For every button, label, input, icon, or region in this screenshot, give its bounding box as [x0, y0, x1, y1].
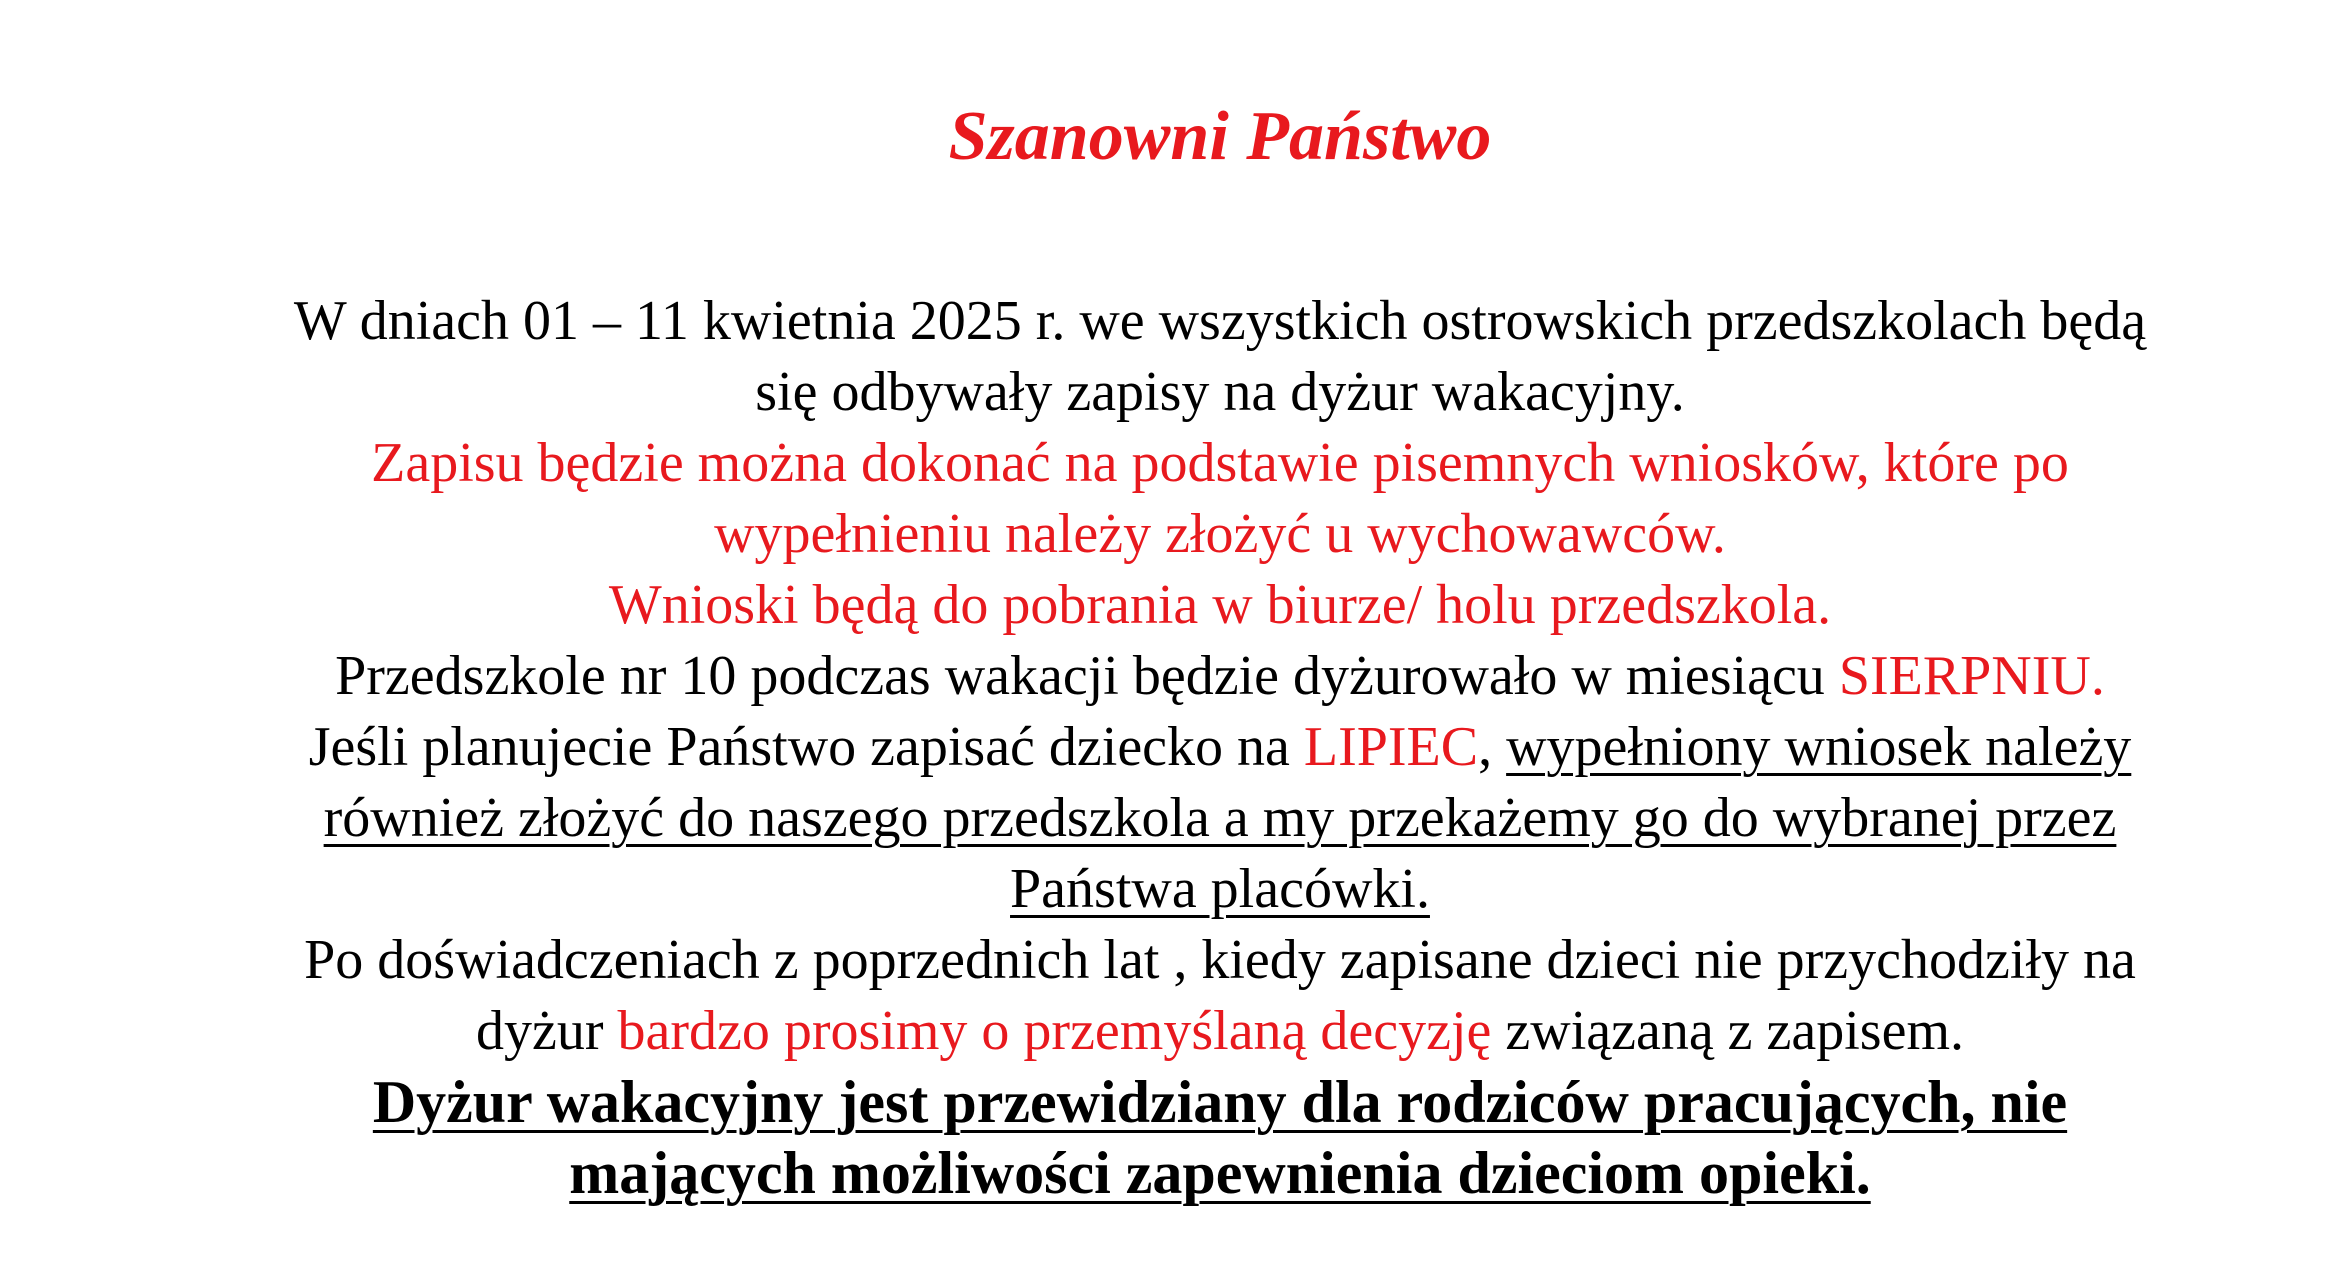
notice-line-3: Zapisu będzie można dokonać na podstawie pisemnych wniosków, które po	[371, 432, 2069, 494]
notice-line-8	[150, 783, 2290, 854]
notice-line-13	[150, 1138, 2290, 1209]
notice-line-2: się odbywały zapisy na dyżur wakacyjny.	[755, 361, 1685, 423]
notice-line-4: wypełnieniu należy złożyć u wychowawców.	[714, 503, 1726, 565]
notice-line-7-text: Jeśli planujecie Państwo zapisać dziecko na	[308, 716, 1304, 778]
notice-line-13-underlined: mających możliwości zapewnienia dzieciom opieki.	[569, 1140, 1871, 1206]
notice-line-6-text: Przedszkole nr 10 podczas wakacji będzie dyżurowało w miesiącu	[335, 645, 1839, 707]
notice-line-10: Po doświadczeniach z poprzednich lat , kiedy zapisane dzieci nie przychodziły na	[304, 929, 2136, 991]
notice-line-11-end: związaną z zapisem.	[1491, 1000, 1964, 1062]
notice-line-11-text: dyżur	[475, 1000, 618, 1062]
notice-line-1: W dniach 01 – 11 kwietnia 2025 r. we wszystkich ostrowskich przedszkolach będą	[293, 290, 2147, 352]
notice-line-6	[150, 641, 2290, 712]
notice-line-8-underlined: również złożyć do naszego przedszkola a my przekażemy go do wybranej przez	[323, 787, 2117, 849]
notice-line-5: Wnioski będą do pobrania w biurze/ holu przedszkola.	[608, 574, 1832, 636]
notice-line-11	[150, 996, 2290, 1067]
notice-line-7-comma: ,	[1478, 716, 1507, 778]
month-lipiec: LIPIEC	[1303, 716, 1479, 778]
notice-line-7-underlined: wypełniony wniosek należy	[1506, 716, 2132, 778]
notice-line-9-underlined: Państwa placówki.	[1010, 858, 1430, 920]
notice-line-11-emphasis: bardzo prosimy o przemyślaną decyzję	[617, 1000, 1492, 1062]
month-sierpien: SIERPNIU.	[1838, 645, 2105, 707]
notice-line-7	[150, 712, 2290, 783]
notice-line-12	[150, 1067, 2290, 1138]
notice-heading: Szanowni Państwo	[948, 98, 1492, 175]
notice-line-12-underlined: Dyżur wakacyjny jest przewidziany dla rodziców pracujących, nie	[372, 1069, 2068, 1135]
notice-line-9	[150, 854, 2290, 925]
notice-body	[150, 286, 2290, 1209]
